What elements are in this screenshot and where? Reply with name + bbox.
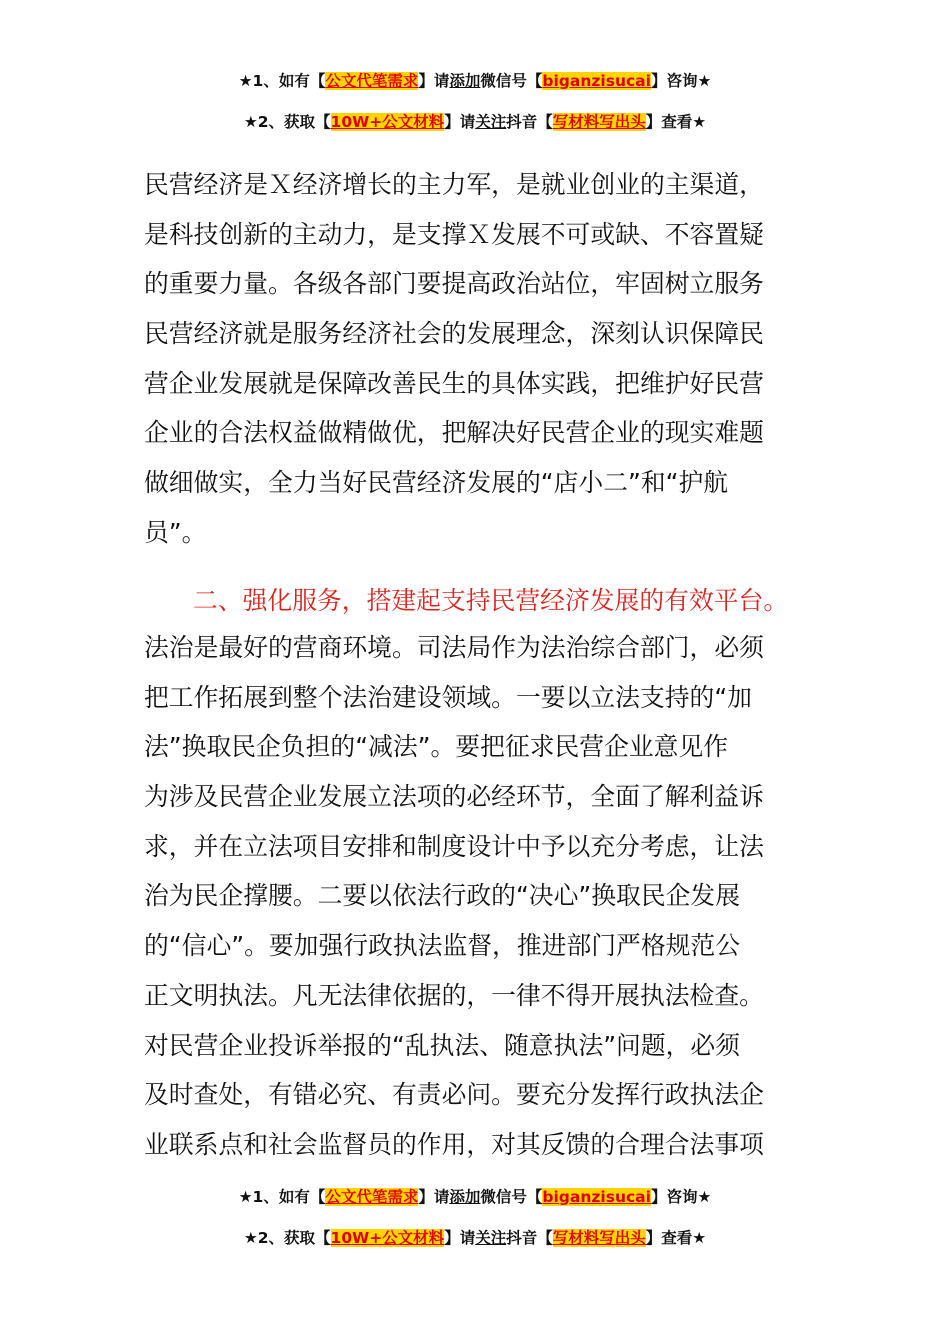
body-paragraph-1 (144, 160, 764, 558)
banner-text: ★2、获取【 (243, 1229, 331, 1247)
text-line: 企业的合法权益做精做优，把解决好民营企业的现实难题 (144, 418, 764, 448)
banner-text: 微信号【 (480, 72, 543, 90)
banner-text: 】请 (418, 72, 450, 90)
banner-text: 】查看★ (645, 1229, 707, 1247)
text-line: 员”。 (144, 517, 207, 547)
text-line: 对民营企业投诉举报的“乱执法、随意执法”问题，必须 (144, 1030, 741, 1060)
banner-highlight: 公文代笔需求 (325, 72, 419, 90)
banner-text: 】请 (444, 1229, 476, 1247)
text-line: 把工作拓展到整个法治建设领域。一要以立法支持的“加 (144, 682, 752, 712)
banner-text: 】查看★ (645, 113, 707, 131)
bottom-banner-line-2 (0, 1227, 950, 1249)
banner-highlight: biganzisucai (542, 1188, 651, 1206)
banner-text: 】请 (444, 113, 476, 131)
banner-text: 抖音【 (506, 1229, 553, 1247)
banner-text: ★2、获取【 (243, 113, 331, 131)
text-line: 的“信心”。要加强行政执法监督，推进部门严格规范公 (144, 931, 741, 961)
text-line: 营企业发展就是保障改善民生的具体实践，把维护好民营 (144, 368, 764, 398)
text-line: 民营经济是Ｘ经济增长的主力军，是就业创业的主渠道， (144, 170, 764, 199)
banner-underline: 添加 (449, 1188, 481, 1206)
top-banner-line-1 (0, 70, 950, 92)
banner-text: 】咨询★ (650, 72, 712, 90)
text-line: 法”换取民企负担的“减法”。要把征求民营企业意见作 (144, 732, 729, 762)
text-line: 法治是最好的营商环境。司法局作为法治综合部门，必须 (144, 633, 764, 662)
text-line: 正文明执法。凡无法律依据的，一律不得开展执法检查。 (144, 980, 764, 1010)
banner-text: 微信号【 (480, 1188, 543, 1206)
banner-text: 】请 (418, 1188, 450, 1206)
text-line: 及时查处，有错必究、有责必问。要充分发挥行政执法企 (144, 1080, 764, 1110)
body-paragraph-2 (144, 623, 764, 1170)
text-line: 治为民企撑腰。二要以依法行政的“决心”换取民企发展 (144, 881, 741, 911)
banner-text: 抖音【 (506, 113, 553, 131)
text-line: 为涉及民营企业发展立法项的必经环节，全面了解利益诉 (144, 782, 764, 812)
text-line: 是科技创新的主动力，是支撑Ｘ发展不可或缺、不容置疑 (144, 219, 764, 249)
banner-highlight: 10W+公文材料 (330, 1229, 445, 1247)
text-line: 民营经济就是服务经济社会的发展理念，深刻认识保障民 (144, 319, 764, 349)
banner-underline: 关注 (475, 1229, 507, 1247)
banner-text: ★1、如有【 (238, 1188, 326, 1206)
banner-highlight: 10W+公文材料 (330, 113, 445, 131)
text-line: 业联系点和社会监督员的作用，对其反馈的合理合法事项 (144, 1129, 764, 1159)
text-line: 做细做实，全力当好民营经济发展的“店小二”和“护航 (144, 468, 729, 498)
banner-underline: 添加 (449, 72, 481, 90)
bottom-banner-line-1 (0, 1186, 950, 1208)
section-heading: 二、强化服务，搭建起支持民营经济发展的有效平台。 (193, 586, 789, 615)
banner-highlight: 公文代笔需求 (325, 1188, 419, 1206)
banner-text: 】咨询★ (650, 1188, 712, 1206)
top-banner-line-2 (0, 111, 950, 133)
banner-highlight: 写材料写出头 (552, 113, 646, 131)
text-line: 求，并在立法项目安排和制度设计中予以充分考虑，让法 (144, 831, 764, 861)
text-line: 的重要力量。各级各部门要提高政治站位，牢固树立服务 (144, 269, 764, 299)
banner-highlight: biganzisucai (542, 72, 651, 90)
banner-text: ★1、如有【 (238, 72, 326, 90)
banner-highlight: 写材料写出头 (552, 1229, 646, 1247)
banner-underline: 关注 (475, 113, 507, 131)
